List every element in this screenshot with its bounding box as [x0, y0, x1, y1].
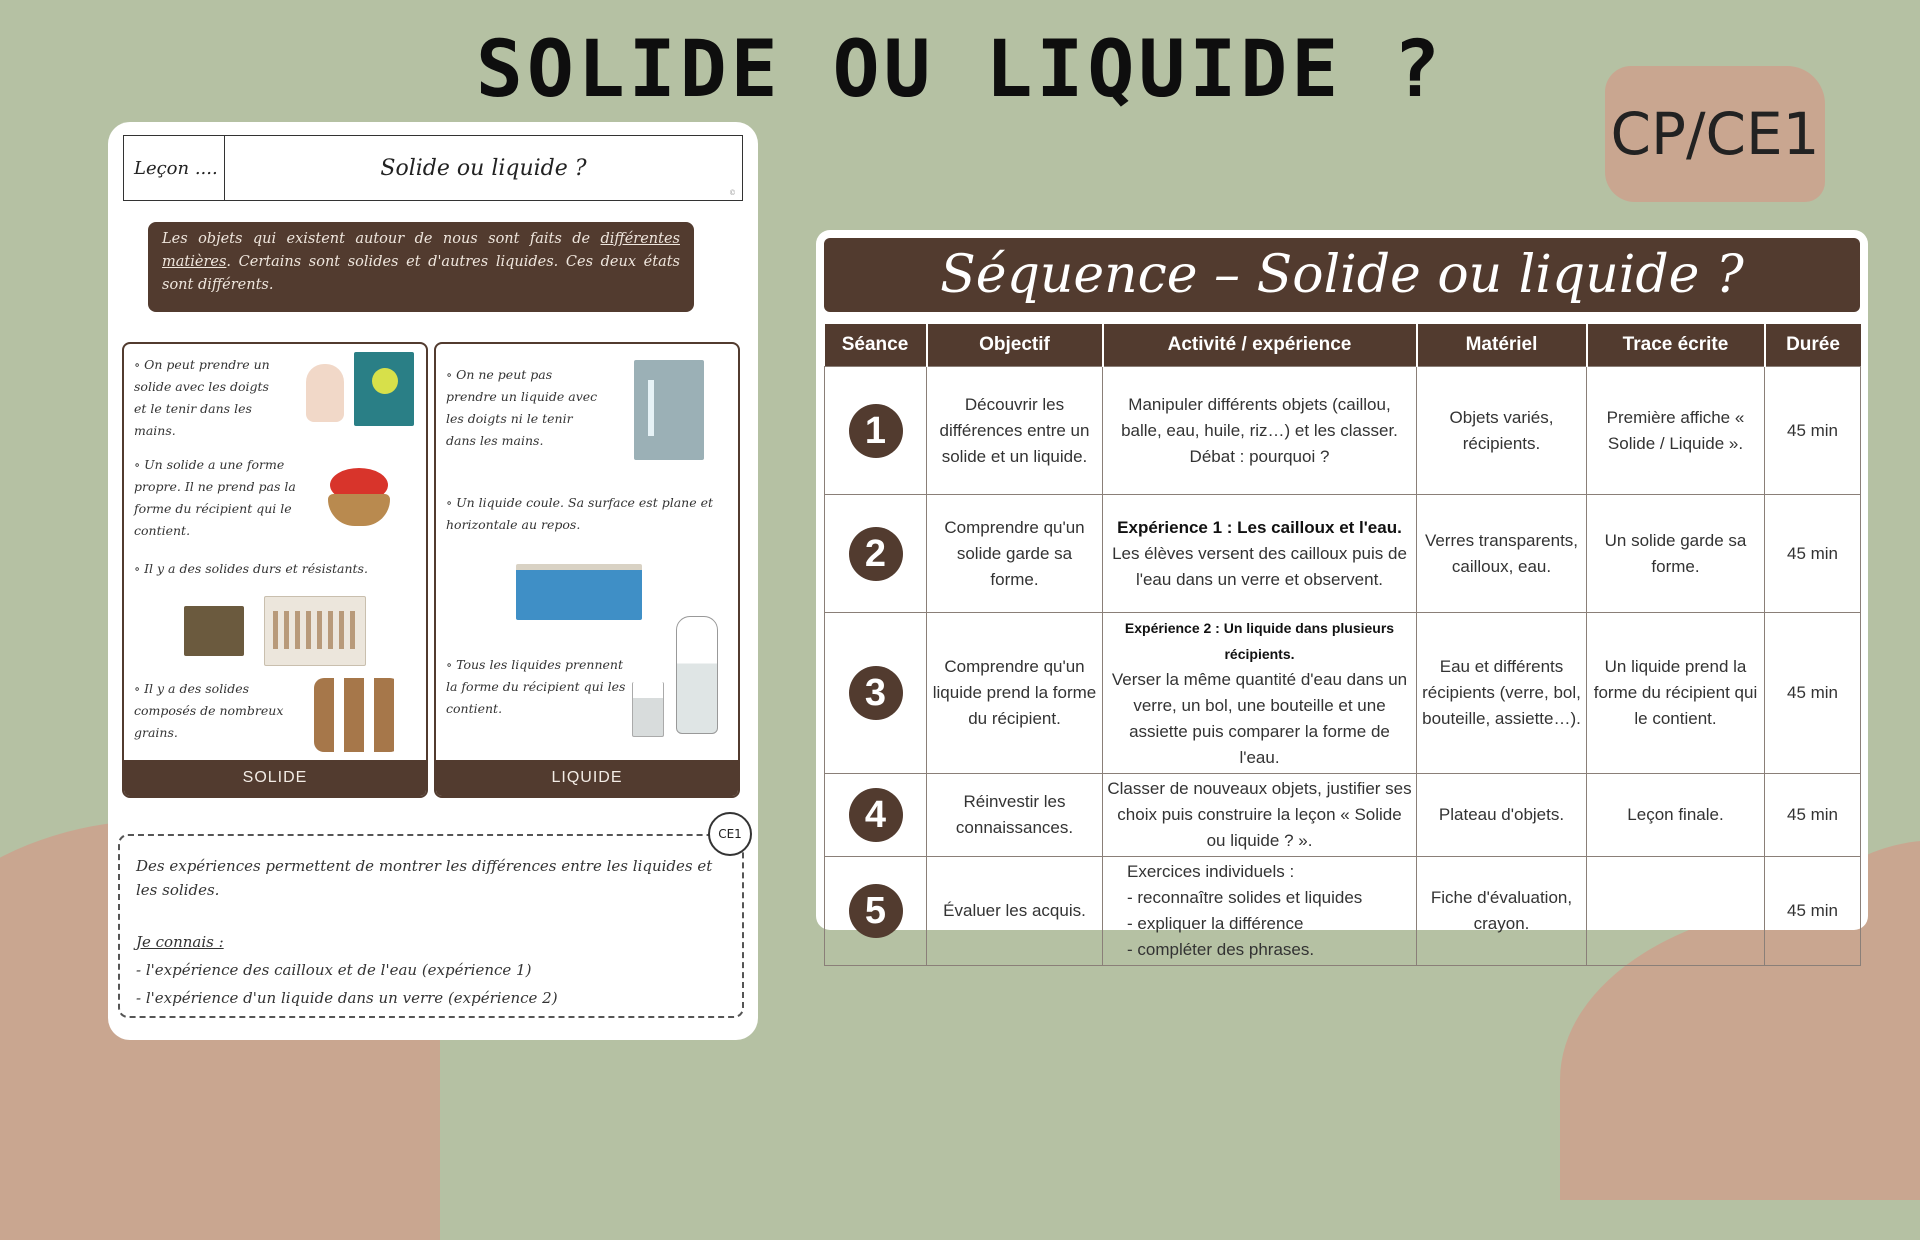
header-seance: Séance	[825, 324, 927, 367]
objectif-cell: Découvrir les différences entre un solide et un liquide.	[927, 367, 1103, 495]
wooden-crib-image	[264, 596, 366, 666]
liquid-fact: ∘ On ne peut pas prendre un liquide avec les doigts ni le tenir dans les mains.	[446, 367, 598, 448]
grains-image	[314, 678, 400, 752]
activite-list-item: - reconnaître solides et liquides	[1127, 888, 1363, 907]
liquid-fact: ∘ Un liquide coule. Sa surface est plane et horizontale au repos.	[446, 495, 713, 532]
header-activite: Activité / expérience	[1103, 324, 1417, 367]
header-objectif: Objectif	[927, 324, 1103, 367]
trace-cell	[1587, 857, 1765, 966]
session-number: 5	[849, 884, 903, 938]
bottle-icon	[676, 616, 718, 734]
intro-text: Les objets qui existent autour de nous sont faits de	[162, 231, 601, 247]
objectif-cell: Comprendre qu'un liquide prend la forme du récipient.	[927, 613, 1103, 774]
trace-cell: Leçon finale.	[1587, 774, 1765, 857]
sequence-title: Séquence – Solide ou liquide ?	[824, 238, 1860, 312]
header-trace: Trace écrite	[1587, 324, 1765, 367]
intro-text-end: . Certains sont solides et d'autres liquides. Ces deux états sont différents.	[162, 254, 680, 293]
duree-cell: 45 min	[1765, 495, 1861, 613]
page-title: SOLIDE OU LIQUIDE ?	[475, 25, 1445, 115]
experiment-title: Expérience 1 : Les cailloux et l'eau.	[1117, 517, 1402, 537]
strawberry-basket-image	[324, 468, 394, 532]
lesson-header	[123, 135, 743, 201]
solid-fact: ∘ Un solide a une forme propre. Il ne prend pas la forme du récipient qui le contient.	[134, 457, 296, 538]
materiel-cell: Eau et différents récipients (verre, bol, bouteille, assiette…).	[1417, 613, 1587, 774]
activite-list-item: - compléter des phrases.	[1127, 940, 1315, 959]
activite-text: Les élèves versent des cailloux puis de l'eau dans un verre et observent.	[1112, 543, 1407, 589]
table-row	[825, 495, 1861, 613]
activite-cell	[1103, 613, 1417, 774]
liquid-label: LIQUIDE	[436, 760, 738, 796]
solid-label: SOLIDE	[124, 760, 426, 796]
tap-water-image	[634, 360, 704, 460]
lesson-sheet	[108, 122, 758, 1040]
activite-intro: Exercices individuels :	[1127, 862, 1295, 881]
solid-fact: ∘ Il y a des solides composés de nombreux grains.	[134, 681, 284, 740]
ce1-stamp: CE1	[708, 812, 752, 856]
materiel-cell: Plateau d'objets.	[1417, 774, 1587, 857]
materiel-cell: Verres transparents, cailloux, eau.	[1417, 495, 1587, 613]
know-item: - l'expérience d'un liquide dans un verre (expérience 2)	[136, 989, 558, 1007]
activite-list-item: - expliquer la différence	[1127, 914, 1304, 933]
table-row	[825, 367, 1861, 495]
objectif-cell: Évaluer les acquis.	[927, 857, 1103, 966]
summary-text	[136, 854, 726, 1010]
session-number: 1	[849, 404, 903, 458]
activite-cell	[1103, 857, 1417, 966]
summary-sentence: Des expériences permettent de montrer les différences entre les liquides et les solides.	[136, 857, 713, 899]
know-item: - l'expérience des cailloux et de l'eau (expérience 1)	[136, 961, 532, 979]
know-label: Je connais :	[136, 933, 224, 951]
glass-icon	[632, 682, 664, 737]
sequence-card	[816, 230, 1868, 959]
duree-cell: 45 min	[1765, 613, 1861, 774]
session-number: 2	[849, 527, 903, 581]
table-header-row	[825, 324, 1861, 367]
watermark: ©	[729, 189, 736, 197]
header-duree: Durée	[1765, 324, 1861, 367]
table-row	[825, 857, 1861, 966]
activite-text: Verser la même quantité d'eau dans un verre, un bol, une bouteille et une assiette puis comparer la forme de l'eau.	[1111, 670, 1408, 767]
activite-cell: Manipuler différents objets (caillou, balle, eau, huile, riz…) et les classer. Débat : pourquoi ?	[1103, 367, 1417, 495]
experiment-title: Expérience 2 : Un liquide dans plusieurs récipients.	[1124, 620, 1395, 662]
activite-cell: Classer de nouveaux objets, justifier ses choix puis construire la leçon « Solide ou liquide ? ».	[1103, 774, 1417, 857]
summary-box	[118, 834, 744, 1018]
activite-cell	[1103, 495, 1417, 613]
materiel-cell: Objets variés, récipients.	[1417, 367, 1587, 495]
ball-in-hand-image	[354, 352, 414, 426]
lesson-title	[225, 136, 742, 200]
duree-cell: 45 min	[1765, 857, 1861, 966]
stone-image	[184, 606, 244, 656]
table-row	[825, 613, 1861, 774]
header-materiel: Matériel	[1417, 324, 1587, 367]
level-badge: CP/CE1	[1605, 66, 1825, 202]
trace-cell: Un solide garde sa forme.	[1587, 495, 1765, 613]
solid-fact: ∘ On peut prendre un solide avec les doigts et le tenir dans les mains.	[134, 357, 270, 438]
solid-card	[122, 342, 428, 798]
lesson-title-text: Solide ou liquide ?	[380, 155, 587, 181]
trace-cell: Un liquide prend la forme du récipient qui le contient.	[1587, 613, 1765, 774]
liquid-fact: ∘ Tous les liquides prennent la forme du récipient qui les contient.	[446, 657, 626, 716]
materiel-cell: Fiche d'évaluation, crayon.	[1417, 857, 1587, 966]
table-row	[825, 774, 1861, 857]
pool-image	[516, 564, 642, 620]
session-number: 3	[849, 666, 903, 720]
lesson-label: Leçon ....	[124, 136, 225, 200]
liquid-card	[434, 342, 740, 798]
lesson-intro	[148, 222, 694, 312]
intro-underlined: différentes matières	[162, 231, 680, 270]
sequence-table	[824, 324, 1861, 966]
objectif-cell: Comprendre qu'un solide garde sa forme.	[927, 495, 1103, 613]
objectif-cell: Réinvestir les connaissances.	[927, 774, 1103, 857]
duree-cell: 45 min	[1765, 367, 1861, 495]
session-number: 4	[849, 788, 903, 842]
hand-icon	[306, 364, 344, 422]
trace-cell: Première affiche « Solide / Liquide ».	[1587, 367, 1765, 495]
solid-fact: ∘ Il y a des solides durs et résistants.	[134, 561, 368, 576]
duree-cell: 45 min	[1765, 774, 1861, 857]
